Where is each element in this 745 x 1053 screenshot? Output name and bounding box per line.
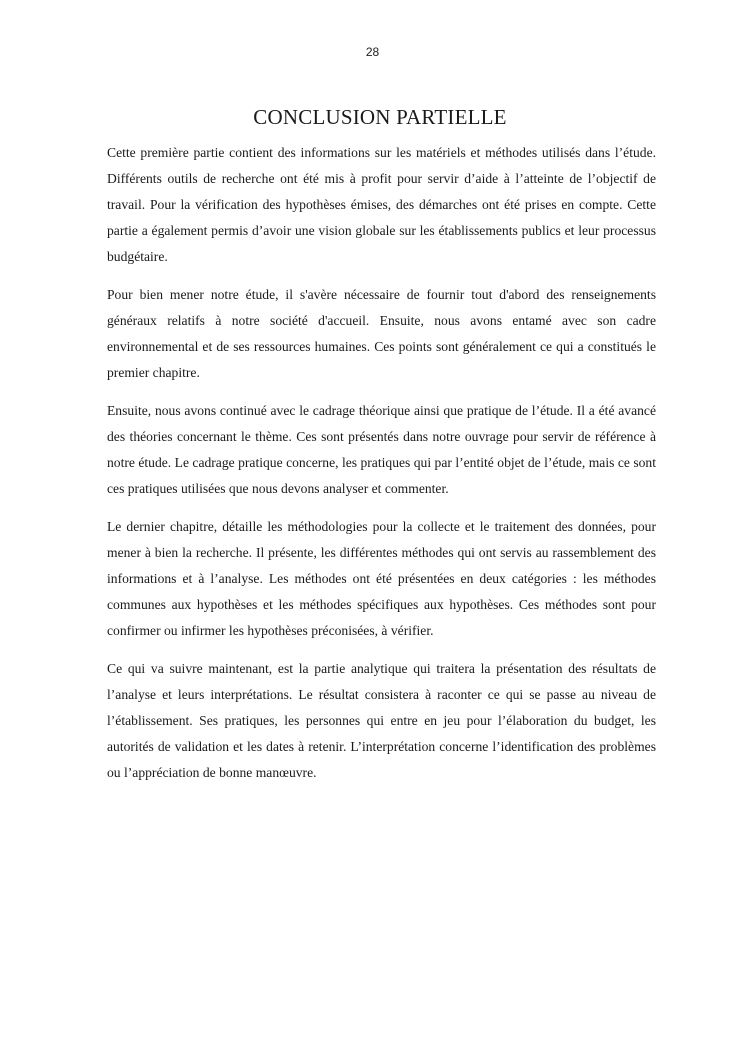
page-number: 28 xyxy=(365,45,380,59)
paragraph-2: Pour bien mener notre étude, il s'avère nécessaire de fournir tout d'abord des renseignements généraux relatifs à notre société d'accueil. Ensuite, nous avons entamé avec son cadre environnemental et de ses ressources humaines. Ces points sont généralement ce qui a constitués le premier chapitre. xyxy=(107,287,656,380)
paragraph-4: Le dernier chapitre, détaille les méthodologies pour la collecte et le traitement des données, pour mener à bien la recherche. Il présente, les différentes méthodes qui ont servis au rassemblement des informations et à l’analyse. Les méthodes ont été présentées en deux catégories : les méthodes communes aux hypothèses et les méthodes spécifiques aux hypothèses. Ces méthodes sont pour confirmer ou infirmer les hypothèses préconisées, à vérifier. xyxy=(107,519,656,638)
paragraph-3: Ensuite, nous avons continué avec le cadrage théorique ainsi que pratique de l’étude. Il a été avancé des théories concernant le thème. Ces sont présentés dans notre ouvrage pour servir de référence à notre étude. Le cadrage pratique concerne, les pratiques qui par l’entité objet de l’étude, mais ce sont ces pratiques utilisées que nous devons analyser et commenter. xyxy=(107,403,656,496)
paragraph-1: Cette première partie contient des informations sur les matériels et méthodes utilisés dans l’étude. Différents outils de recherche ont été mis à profit pour servir d’aide à l’atteinte de l’objectif de travail. Pour la vérification des hypothèses émises, des démarches ont été prises en compte. Cette partie a également permis d’avoir une vision globale sur les établissements publics et leur processus budgétaire. xyxy=(107,145,656,264)
paragraph-5: Ce qui va suivre maintenant, est la partie analytique qui traitera la présentation des résultats de l’analyse et leurs interprétations. Le résultat consistera à raconter ce qui se passe au niveau de l’établissement. Ses pratiques, les personnes qui entre en jeu pour l’élaboration du budget, les autorités de validation et les dates à retenir. L’interprétation concerne l’identification des problèmes ou l’appréciation de bonne manœuvre. xyxy=(107,661,656,780)
section-title: CONCLUSION PARTIELLE xyxy=(253,105,507,129)
body-text xyxy=(107,140,656,798)
